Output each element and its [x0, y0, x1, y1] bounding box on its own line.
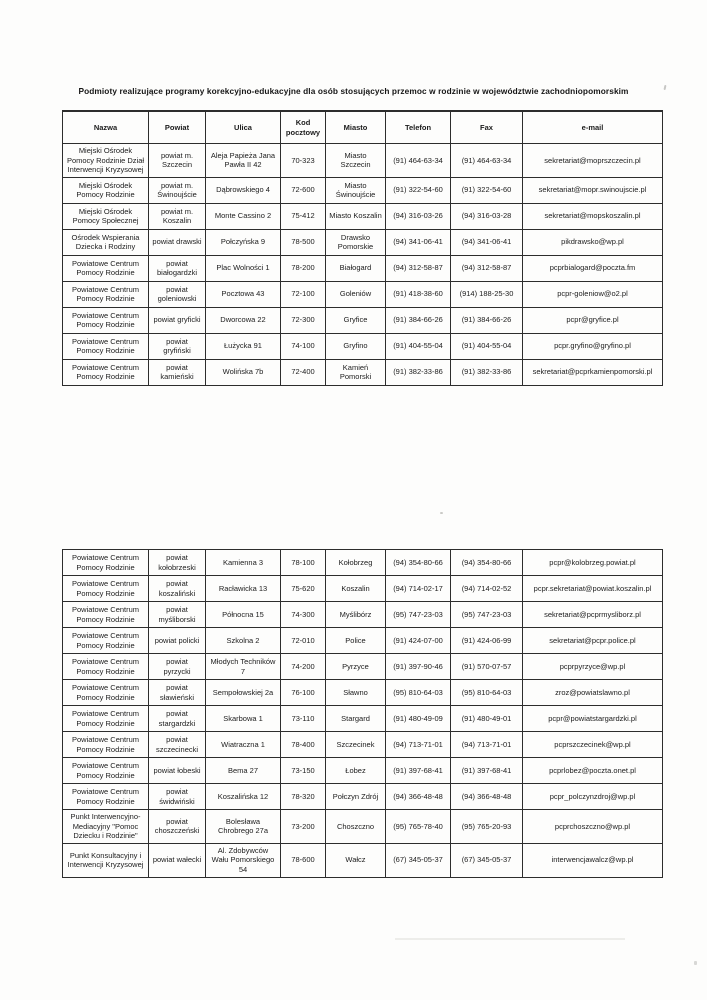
cell-ulica: Wolińska 7b — [206, 359, 281, 385]
cell-email: pcprbialogard@poczta.fm — [523, 255, 663, 281]
cell-fax: (95) 765-20-93 — [451, 810, 523, 844]
cell-name: Powiatowe Centrum Pomocy Rodzinie — [63, 576, 149, 602]
table-row — [63, 359, 663, 385]
cell-telefon: (94) 713-71-01 — [386, 732, 451, 758]
table-row — [63, 255, 663, 281]
cell-powiat: powiat stargardzki — [149, 706, 206, 732]
cell-miasto: Goleniów — [326, 281, 386, 307]
cell-email: pcpr_polczynzdroj@wp.pl — [523, 784, 663, 810]
cell-miasto: Gryfino — [326, 333, 386, 359]
cell-ulica: Pocztowa 43 — [206, 281, 281, 307]
cell-fax: (95) 810-64-03 — [451, 680, 523, 706]
cell-telefon: (94) 316-03-26 — [386, 203, 451, 229]
cell-kod: 72-010 — [281, 628, 326, 654]
cell-ulica: Dąbrowskiego 4 — [206, 177, 281, 203]
cell-powiat: powiat myśliborski — [149, 602, 206, 628]
cell-ulica: Skarbowa 1 — [206, 706, 281, 732]
cell-kod: 72-600 — [281, 177, 326, 203]
cell-miasto: Pyrzyce — [326, 654, 386, 680]
table-row — [63, 576, 663, 602]
cell-fax: (95) 747-23-03 — [451, 602, 523, 628]
cell-powiat: powiat choszczeński — [149, 810, 206, 844]
cell-kod: 78-400 — [281, 732, 326, 758]
cell-kod: 70-323 — [281, 144, 326, 178]
cell-miasto: Miasto Koszalin — [326, 203, 386, 229]
cell-powiat: powiat białogardzki — [149, 255, 206, 281]
cell-powiat: powiat policki — [149, 628, 206, 654]
table-row — [63, 706, 663, 732]
cell-ulica: Połczyńska 9 — [206, 229, 281, 255]
cell-miasto: Białogard — [326, 255, 386, 281]
cell-telefon: (91) 418-38-60 — [386, 281, 451, 307]
table-row — [63, 654, 663, 680]
table-row — [63, 229, 663, 255]
cell-email: zroz@powiatslawno.pl — [523, 680, 663, 706]
cell-ulica: Al. Zdobywców Wału Pomorskiego 54 — [206, 843, 281, 877]
cell-telefon: (91) 397-90-46 — [386, 654, 451, 680]
cell-kod: 73-200 — [281, 810, 326, 844]
cell-powiat: powiat wałecki — [149, 843, 206, 877]
table-row — [63, 732, 663, 758]
cell-kod: 74-100 — [281, 333, 326, 359]
cell-name: Powiatowe Centrum Pomocy Rodzinie — [63, 255, 149, 281]
cell-ulica: Racławicka 13 — [206, 576, 281, 602]
table-row — [63, 203, 663, 229]
cell-powiat: powiat gryficki — [149, 307, 206, 333]
cell-telefon: (95) 765-78-40 — [386, 810, 451, 844]
cell-email: sekretariat@pcprmysliborz.pl — [523, 602, 663, 628]
table-row — [63, 333, 663, 359]
table-header-row — [63, 111, 663, 144]
cell-ulica: Północna 15 — [206, 602, 281, 628]
cell-kod: 76-100 — [281, 680, 326, 706]
cell-telefon: (91) 480-49-09 — [386, 706, 451, 732]
cell-kod: 74-200 — [281, 654, 326, 680]
cell-email: sekretariat@pcpr.police.pl — [523, 628, 663, 654]
cell-name: Powiatowe Centrum Pomocy Rodzinie — [63, 758, 149, 784]
cell-fax: (91) 404-55-04 — [451, 333, 523, 359]
cell-kod: 75-620 — [281, 576, 326, 602]
cell-telefon: (91) 384-66-26 — [386, 307, 451, 333]
cell-miasto: Kamień Pomorski — [326, 359, 386, 385]
cell-powiat: powiat kołobrzeski — [149, 550, 206, 576]
cell-name: Powiatowe Centrum Pomocy Rodzinie — [63, 628, 149, 654]
cell-email: pcprszczecinek@wp.pl — [523, 732, 663, 758]
scan-artifact-speck — [694, 961, 697, 965]
cell-name: Powiatowe Centrum Pomocy Rodzinie — [63, 281, 149, 307]
cell-powiat: powiat m. Koszalin — [149, 203, 206, 229]
cell-kod: 78-500 — [281, 229, 326, 255]
cell-fax: (91) 322-54-60 — [451, 177, 523, 203]
cell-powiat: powiat goleniowski — [149, 281, 206, 307]
cell-miasto: Koszalin — [326, 576, 386, 602]
cell-powiat: powiat gryfiński — [149, 333, 206, 359]
cell-email: sekretariat@mopr.swinoujscie.pl — [523, 177, 663, 203]
cell-kod: 78-100 — [281, 550, 326, 576]
cell-telefon: (91) 464-63-34 — [386, 144, 451, 178]
cell-name: Powiatowe Centrum Pomocy Rodzinie — [63, 654, 149, 680]
cell-telefon: (91) 382-33-86 — [386, 359, 451, 385]
cell-name: Miejski Ośrodek Pomocy Rodzinie Dział Interwencji Kryzysowej — [63, 144, 149, 178]
cell-powiat: powiat drawski — [149, 229, 206, 255]
cell-powiat: powiat sławieński — [149, 680, 206, 706]
cell-email: pcpr@kolobrzeg.powiat.pl — [523, 550, 663, 576]
cell-telefon: (94) 312-58-87 — [386, 255, 451, 281]
cell-ulica: Łużycka 91 — [206, 333, 281, 359]
cell-fax: (94) 713-71-01 — [451, 732, 523, 758]
cell-name: Powiatowe Centrum Pomocy Rodzinie — [63, 307, 149, 333]
cell-telefon: (91) 397-68-41 — [386, 758, 451, 784]
cell-kod: 78-200 — [281, 255, 326, 281]
cell-email: pcpr@gryfice.pl — [523, 307, 663, 333]
cell-email: pcpr.gryfino@gryfino.pl — [523, 333, 663, 359]
cell-email: pikdrawsko@wp.pl — [523, 229, 663, 255]
cell-fax: (91) 424-06-99 — [451, 628, 523, 654]
cell-ulica: Kamienna 3 — [206, 550, 281, 576]
cell-ulica: Bolesława Chrobrego 27a — [206, 810, 281, 844]
cell-powiat: powiat m. Szczecin — [149, 144, 206, 178]
cell-kod: 72-300 — [281, 307, 326, 333]
cell-name: Punkt Konsultacyjny i Interwencji Kryzysowej — [63, 843, 149, 877]
cell-name: Punkt Interwencyjno-Mediacyjny "Pomoc Dziecku i Rodzinie" — [63, 810, 149, 844]
cell-name: Powiatowe Centrum Pomocy Rodzinie — [63, 333, 149, 359]
cell-miasto: Choszczno — [326, 810, 386, 844]
cell-ulica: Bema 27 — [206, 758, 281, 784]
cell-ulica: Wiatraczna 1 — [206, 732, 281, 758]
scan-artifact-streak — [395, 938, 625, 940]
cell-fax: (94) 354-80-66 — [451, 550, 523, 576]
programs-table-page1 — [62, 110, 663, 386]
column-header-email: e-mail — [523, 111, 663, 144]
table-row — [63, 843, 663, 877]
cell-name: Powiatowe Centrum Pomocy Rodzinie — [63, 602, 149, 628]
table-row — [63, 680, 663, 706]
cell-kod: 72-400 — [281, 359, 326, 385]
table-row — [63, 177, 663, 203]
cell-telefon: (91) 424-07-00 — [386, 628, 451, 654]
document-title: Podmioty realizujące programy korekcyjno-edukacyjne dla osób stosujących przemoc w rodzinie w województwie zachodniopomorskim — [78, 86, 629, 96]
cell-ulica: Aleja Papieża Jana Pawła II 42 — [206, 144, 281, 178]
programs-table-page2 — [62, 549, 663, 878]
cell-fax: (91) 464-63-34 — [451, 144, 523, 178]
column-header-miasto: Miasto — [326, 111, 386, 144]
cell-kod: 75-412 — [281, 203, 326, 229]
cell-powiat: powiat szczecinecki — [149, 732, 206, 758]
table-row — [63, 810, 663, 844]
column-header-powiat: Powiat — [149, 111, 206, 144]
cell-kod: 78-320 — [281, 784, 326, 810]
cell-telefon: (94) 341-06-41 — [386, 229, 451, 255]
cell-ulica: Szkolna 2 — [206, 628, 281, 654]
cell-powiat: powiat koszaliński — [149, 576, 206, 602]
cell-name: Powiatowe Centrum Pomocy Rodzinie — [63, 550, 149, 576]
cell-telefon: (95) 747-23-03 — [386, 602, 451, 628]
cell-powiat: powiat pyrzycki — [149, 654, 206, 680]
cell-kod: 73-110 — [281, 706, 326, 732]
cell-miasto: Wałcz — [326, 843, 386, 877]
cell-miasto: Drawsko Pomorskie — [326, 229, 386, 255]
cell-ulica: Monte Cassino 2 — [206, 203, 281, 229]
cell-powiat: powiat łobeski — [149, 758, 206, 784]
cell-telefon: (91) 322-54-60 — [386, 177, 451, 203]
column-header-ulica: Ulica — [206, 111, 281, 144]
cell-telefon: (91) 404-55-04 — [386, 333, 451, 359]
cell-miasto: Police — [326, 628, 386, 654]
table-row — [63, 758, 663, 784]
cell-fax: (94) 341-06-41 — [451, 229, 523, 255]
cell-email: sekretariat@pcprkamienpomorski.pl — [523, 359, 663, 385]
cell-email: sekretariat@moprszczecin.pl — [523, 144, 663, 178]
column-header-telefon: Telefon — [386, 111, 451, 144]
cell-fax: (94) 366-48-48 — [451, 784, 523, 810]
cell-name: Miejski Ośrodek Pomocy Rodzinie — [63, 177, 149, 203]
table-row — [63, 784, 663, 810]
cell-email: pcpr.sekretariat@powiat.koszalin.pl — [523, 576, 663, 602]
cell-kod: 78-600 — [281, 843, 326, 877]
cell-powiat: powiat świdwiński — [149, 784, 206, 810]
cell-telefon: (95) 810-64-03 — [386, 680, 451, 706]
cell-miasto: Kołobrzeg — [326, 550, 386, 576]
cell-ulica: Koszalińska 12 — [206, 784, 281, 810]
column-header-name: Nazwa — [63, 111, 149, 144]
cell-miasto: Myślibórz — [326, 602, 386, 628]
cell-email: pcprpyrzyce@wp.pl — [523, 654, 663, 680]
cell-miasto: Miasto Szczecin — [326, 144, 386, 178]
cell-name: Ośrodek Wspierania Dziecka i Rodziny — [63, 229, 149, 255]
cell-fax: (914) 188-25-30 — [451, 281, 523, 307]
cell-fax: (94) 312-58-87 — [451, 255, 523, 281]
table-row — [63, 144, 663, 178]
table-row — [63, 281, 663, 307]
cell-telefon: (67) 345-05-37 — [386, 843, 451, 877]
cell-fax: (91) 570-07-57 — [451, 654, 523, 680]
cell-miasto: Połczyn Zdrój — [326, 784, 386, 810]
cell-ulica: Dworcowa 22 — [206, 307, 281, 333]
cell-name: Miejski Ośrodek Pomocy Społecznej — [63, 203, 149, 229]
cell-telefon: (94) 714-02-17 — [386, 576, 451, 602]
cell-ulica: Sempołowskiej 2a — [206, 680, 281, 706]
cell-miasto: Sławno — [326, 680, 386, 706]
cell-fax: (91) 382-33-86 — [451, 359, 523, 385]
cell-telefon: (94) 354-80-66 — [386, 550, 451, 576]
cell-email: interwencjawalcz@wp.pl — [523, 843, 663, 877]
cell-fax: (67) 345-05-37 — [451, 843, 523, 877]
cell-fax: (94) 714-02-52 — [451, 576, 523, 602]
cell-fax: (91) 480-49-01 — [451, 706, 523, 732]
cell-email: pcpr@powiatstargardzki.pl — [523, 706, 663, 732]
table-row — [63, 550, 663, 576]
table-row — [63, 602, 663, 628]
cell-kod: 73-150 — [281, 758, 326, 784]
cell-ulica: Młodych Techników 7 — [206, 654, 281, 680]
cell-miasto: Miasto Świnoujście — [326, 177, 386, 203]
cell-name: Powiatowe Centrum Pomocy Rodzinie — [63, 784, 149, 810]
cell-name: Powiatowe Centrum Pomocy Rodzinie — [63, 732, 149, 758]
cell-miasto: Szczecinek — [326, 732, 386, 758]
column-header-fax: Fax — [451, 111, 523, 144]
table-row — [63, 307, 663, 333]
table-row — [63, 628, 663, 654]
cell-fax: (94) 316-03-28 — [451, 203, 523, 229]
cell-email: pcprlobez@poczta.onet.pl — [523, 758, 663, 784]
cell-name: Powiatowe Centrum Pomocy Rodzinie — [63, 359, 149, 385]
scan-artifact-dot — [440, 512, 443, 514]
cell-email: pcpr-goleniow@o2.pl — [523, 281, 663, 307]
cell-email: sekretariat@mopskoszalin.pl — [523, 203, 663, 229]
cell-miasto: Gryfice — [326, 307, 386, 333]
cell-miasto: Stargard — [326, 706, 386, 732]
column-header-kod: Kod pocztowy — [281, 111, 326, 144]
cell-name: Powiatowe Centrum Pomocy Rodzinie — [63, 706, 149, 732]
cell-miasto: Łobez — [326, 758, 386, 784]
cell-powiat: powiat kamieński — [149, 359, 206, 385]
cell-fax: (91) 384-66-26 — [451, 307, 523, 333]
cell-email: pcprchoszczno@wp.pl — [523, 810, 663, 844]
cell-kod: 74-300 — [281, 602, 326, 628]
cell-fax: (91) 397-68-41 — [451, 758, 523, 784]
cell-telefon: (94) 366-48-48 — [386, 784, 451, 810]
cell-ulica: Plac Wolności 1 — [206, 255, 281, 281]
cell-powiat: powiat m. Świnoujście — [149, 177, 206, 203]
cell-name: Powiatowe Centrum Pomocy Rodzinie — [63, 680, 149, 706]
cell-kod: 72-100 — [281, 281, 326, 307]
